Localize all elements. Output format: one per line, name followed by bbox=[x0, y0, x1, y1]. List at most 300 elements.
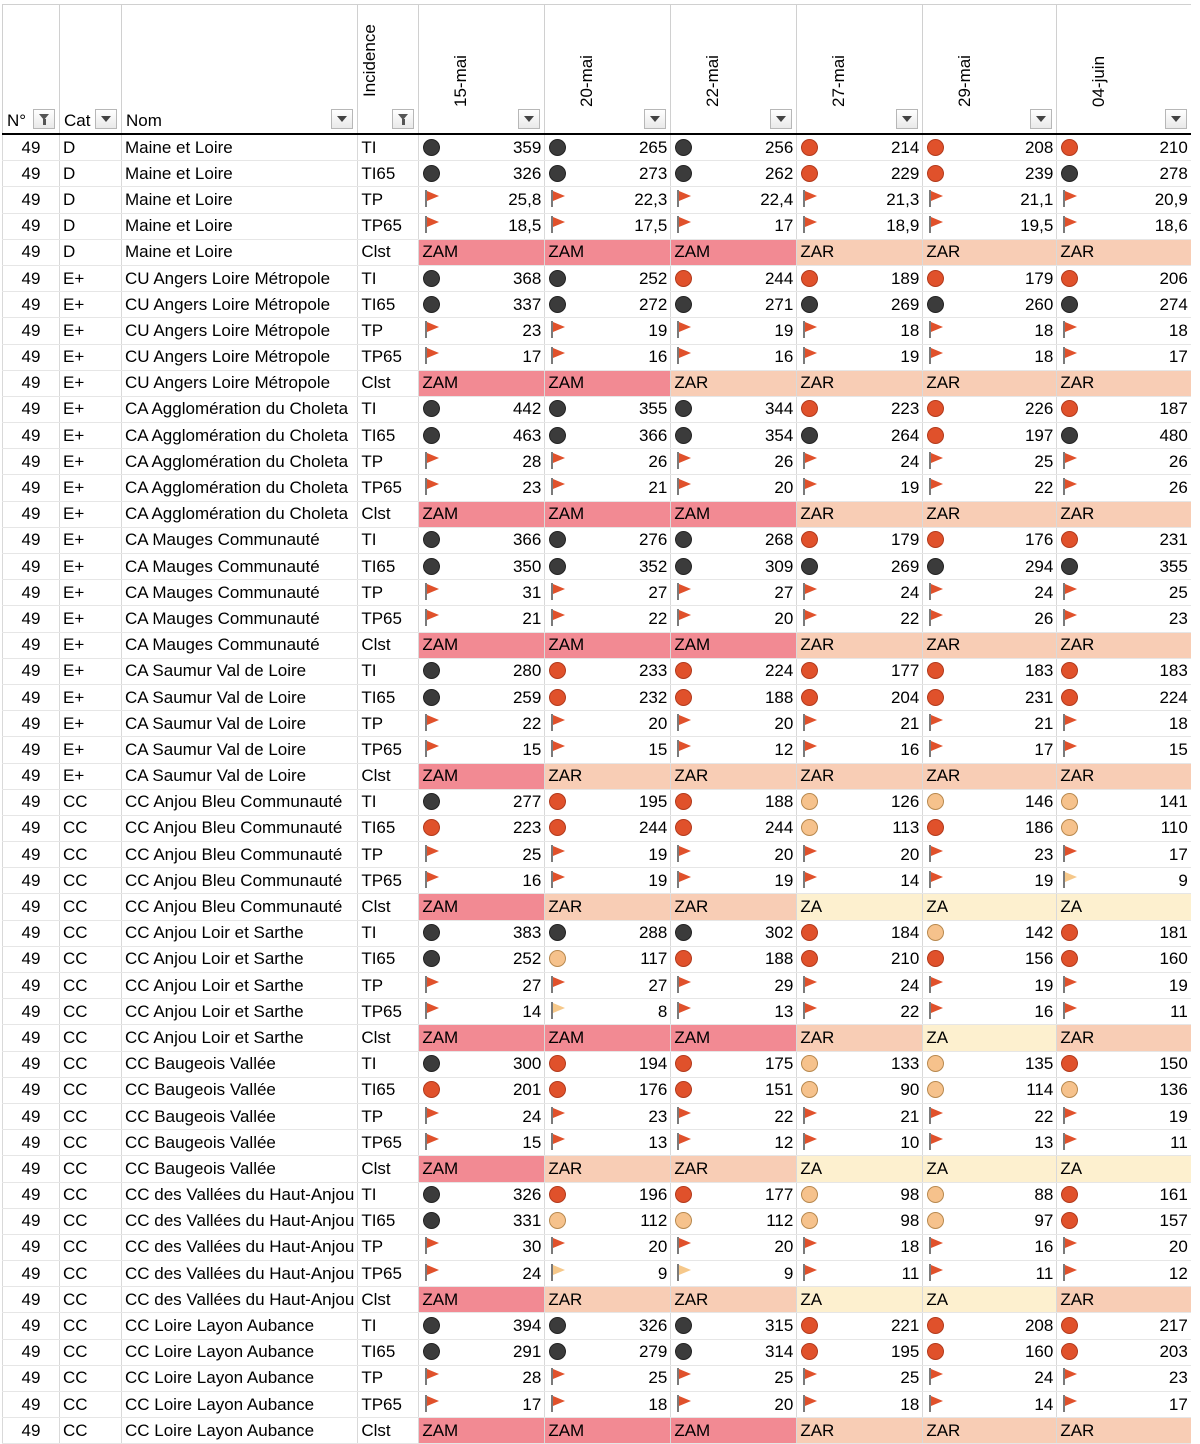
cell-value[interactable] bbox=[797, 527, 923, 553]
cell-nom[interactable]: CC des Vallées du Haut-Anjou bbox=[122, 1287, 358, 1313]
cell-value[interactable] bbox=[419, 475, 545, 501]
table-row[interactable] bbox=[3, 1392, 1191, 1418]
cell-nom[interactable]: CA Agglomération du Choleta bbox=[122, 449, 358, 475]
cell-incidence[interactable]: TI65 bbox=[358, 946, 419, 972]
cell-value[interactable] bbox=[419, 344, 545, 370]
cell-value[interactable] bbox=[1057, 1365, 1191, 1391]
cell-value[interactable] bbox=[923, 1208, 1057, 1234]
cell-cluster[interactable]: ZAM bbox=[419, 1418, 545, 1444]
cell-value[interactable] bbox=[671, 265, 797, 291]
cell-cluster[interactable]: ZAR bbox=[1057, 1025, 1191, 1051]
cell-value[interactable] bbox=[671, 1130, 797, 1156]
cell-incidence[interactable]: Clst bbox=[358, 894, 419, 920]
cell-nom[interactable]: CC Anjou Loir et Sarthe bbox=[122, 946, 358, 972]
cell-value[interactable] bbox=[671, 789, 797, 815]
cell-incidence[interactable]: TP bbox=[358, 1103, 419, 1129]
cell-value[interactable] bbox=[671, 1051, 797, 1077]
cell-nom[interactable]: CU Angers Loire Métropole bbox=[122, 344, 358, 370]
cell-nom[interactable]: CC des Vallées du Haut-Anjou bbox=[122, 1261, 358, 1287]
cell-value[interactable] bbox=[1057, 449, 1191, 475]
cell-incidence[interactable]: TI bbox=[358, 527, 419, 553]
cell-value[interactable] bbox=[545, 737, 671, 763]
cell-n[interactable]: 49 bbox=[3, 946, 60, 972]
cell-value[interactable] bbox=[923, 946, 1057, 972]
cell-cluster[interactable]: ZA bbox=[1057, 894, 1191, 920]
cell-cluster[interactable]: ZAR bbox=[545, 763, 671, 789]
dropdown-arrow-icon[interactable] bbox=[770, 109, 792, 129]
cell-n[interactable]: 49 bbox=[3, 187, 60, 213]
cell-value[interactable] bbox=[419, 134, 545, 161]
cell-value[interactable] bbox=[671, 658, 797, 684]
cell-value[interactable] bbox=[1057, 1130, 1191, 1156]
cell-value[interactable] bbox=[1057, 1208, 1191, 1234]
cell-cat[interactable]: CC bbox=[60, 946, 122, 972]
cell-value[interactable] bbox=[1057, 737, 1191, 763]
cell-value[interactable] bbox=[797, 1234, 923, 1260]
cell-value[interactable] bbox=[545, 789, 671, 815]
cell-cat[interactable]: CC bbox=[60, 1339, 122, 1365]
cell-cluster[interactable]: ZAR bbox=[1057, 1418, 1191, 1444]
cell-cluster[interactable]: ZAM bbox=[671, 632, 797, 658]
cell-value[interactable] bbox=[545, 423, 671, 449]
cell-cluster[interactable]: ZAR bbox=[1057, 632, 1191, 658]
cell-value[interactable] bbox=[923, 1182, 1057, 1208]
cell-value[interactable] bbox=[1057, 684, 1191, 710]
cell-cluster[interactable]: ZAM bbox=[419, 501, 545, 527]
cell-cluster[interactable]: ZAR bbox=[797, 1025, 923, 1051]
cell-value[interactable] bbox=[923, 1130, 1057, 1156]
cell-value[interactable] bbox=[671, 187, 797, 213]
cell-value[interactable] bbox=[419, 554, 545, 580]
cell-incidence[interactable]: Clst bbox=[358, 1156, 419, 1182]
cell-value[interactable] bbox=[419, 1339, 545, 1365]
table-row[interactable] bbox=[3, 815, 1191, 841]
cell-value[interactable] bbox=[797, 1182, 923, 1208]
cell-value[interactable] bbox=[797, 1313, 923, 1339]
cell-n[interactable]: 49 bbox=[3, 842, 60, 868]
cell-nom[interactable]: CC Loire Layon Aubance bbox=[122, 1392, 358, 1418]
cell-value[interactable] bbox=[545, 815, 671, 841]
cell-n[interactable]: 49 bbox=[3, 1392, 60, 1418]
cell-value[interactable] bbox=[1057, 527, 1191, 553]
cell-n[interactable]: 49 bbox=[3, 527, 60, 553]
cell-cluster[interactable]: ZAM bbox=[419, 632, 545, 658]
cell-incidence[interactable]: TI bbox=[358, 265, 419, 291]
table-row[interactable] bbox=[3, 737, 1191, 763]
cell-n[interactable]: 49 bbox=[3, 815, 60, 841]
cell-n[interactable]: 49 bbox=[3, 973, 60, 999]
cell-n[interactable]: 49 bbox=[3, 1208, 60, 1234]
cell-n[interactable]: 49 bbox=[3, 213, 60, 239]
cell-n[interactable]: 49 bbox=[3, 1103, 60, 1129]
cell-cluster[interactable]: ZAR bbox=[1057, 763, 1191, 789]
cell-value[interactable] bbox=[545, 134, 671, 161]
cell-value[interactable] bbox=[797, 161, 923, 187]
cell-value[interactable] bbox=[923, 1051, 1057, 1077]
cell-nom[interactable]: CC Loire Layon Aubance bbox=[122, 1313, 358, 1339]
cell-value[interactable] bbox=[797, 1339, 923, 1365]
cell-value[interactable] bbox=[923, 789, 1057, 815]
cell-cluster[interactable]: ZAR bbox=[545, 1156, 671, 1182]
cell-value[interactable] bbox=[419, 1182, 545, 1208]
cell-incidence[interactable]: TI65 bbox=[358, 1208, 419, 1234]
cell-cluster[interactable]: ZAR bbox=[1057, 501, 1191, 527]
cell-n[interactable]: 49 bbox=[3, 475, 60, 501]
cell-cat[interactable]: E+ bbox=[60, 527, 122, 553]
cell-value[interactable] bbox=[671, 527, 797, 553]
cell-value[interactable] bbox=[545, 684, 671, 710]
cell-cluster[interactable]: ZAM bbox=[671, 1418, 797, 1444]
cell-cluster[interactable]: ZAR bbox=[923, 763, 1057, 789]
cell-cluster[interactable]: ZA bbox=[923, 1287, 1057, 1313]
cell-incidence[interactable]: TP bbox=[358, 1365, 419, 1391]
cell-cluster[interactable]: ZAR bbox=[923, 1418, 1057, 1444]
cell-value[interactable] bbox=[923, 711, 1057, 737]
cell-value[interactable] bbox=[671, 1313, 797, 1339]
cell-value[interactable] bbox=[671, 606, 797, 632]
table-row[interactable] bbox=[3, 1339, 1191, 1365]
filter-active-icon[interactable] bbox=[33, 109, 55, 129]
cell-value[interactable] bbox=[545, 999, 671, 1025]
cell-value[interactable] bbox=[797, 658, 923, 684]
cell-cluster[interactable]: ZAM bbox=[545, 632, 671, 658]
dropdown-arrow-icon[interactable] bbox=[95, 109, 117, 129]
cell-cat[interactable]: E+ bbox=[60, 318, 122, 344]
cell-value[interactable] bbox=[1057, 1261, 1191, 1287]
cell-nom[interactable]: CA Mauges Communauté bbox=[122, 527, 358, 553]
cell-value[interactable] bbox=[419, 318, 545, 344]
cell-cat[interactable]: CC bbox=[60, 1156, 122, 1182]
cell-incidence[interactable]: TP65 bbox=[358, 606, 419, 632]
cell-value[interactable] bbox=[1057, 213, 1191, 239]
cell-value[interactable] bbox=[419, 842, 545, 868]
cell-value[interactable] bbox=[419, 1234, 545, 1260]
cell-cluster[interactable]: ZAM bbox=[545, 239, 671, 265]
cell-value[interactable] bbox=[797, 396, 923, 422]
cell-n[interactable]: 49 bbox=[3, 1130, 60, 1156]
cell-cluster[interactable]: ZAR bbox=[797, 501, 923, 527]
cell-cluster[interactable]: ZAR bbox=[1057, 239, 1191, 265]
cell-value[interactable] bbox=[419, 187, 545, 213]
cell-value[interactable] bbox=[1057, 1234, 1191, 1260]
cell-cat[interactable]: E+ bbox=[60, 423, 122, 449]
cell-cluster[interactable]: ZA bbox=[923, 1025, 1057, 1051]
cell-value[interactable] bbox=[923, 1261, 1057, 1287]
cell-value[interactable] bbox=[923, 213, 1057, 239]
cell-value[interactable] bbox=[671, 1077, 797, 1103]
cell-cat[interactable]: E+ bbox=[60, 344, 122, 370]
cell-nom[interactable]: CC Anjou Bleu Communauté bbox=[122, 842, 358, 868]
cell-value[interactable] bbox=[419, 920, 545, 946]
table-row[interactable] bbox=[3, 1051, 1191, 1077]
cell-value[interactable] bbox=[923, 187, 1057, 213]
cell-cat[interactable]: CC bbox=[60, 1182, 122, 1208]
cell-cluster[interactable]: ZAR bbox=[923, 239, 1057, 265]
cell-value[interactable] bbox=[797, 842, 923, 868]
cell-value[interactable] bbox=[797, 1208, 923, 1234]
cell-cat[interactable]: E+ bbox=[60, 449, 122, 475]
cell-cluster[interactable]: ZAR bbox=[1057, 370, 1191, 396]
cell-nom[interactable]: CC Anjou Loir et Sarthe bbox=[122, 999, 358, 1025]
cell-value[interactable] bbox=[923, 1077, 1057, 1103]
cell-cat[interactable]: CC bbox=[60, 973, 122, 999]
cell-value[interactable] bbox=[545, 187, 671, 213]
table-row[interactable] bbox=[3, 187, 1191, 213]
cell-value[interactable] bbox=[419, 161, 545, 187]
cell-value[interactable] bbox=[797, 1261, 923, 1287]
cell-cat[interactable]: CC bbox=[60, 1103, 122, 1129]
cell-value[interactable] bbox=[923, 842, 1057, 868]
cell-nom[interactable]: CC des Vallées du Haut-Anjou bbox=[122, 1234, 358, 1260]
cell-cluster[interactable]: ZA bbox=[923, 1156, 1057, 1182]
cell-value[interactable] bbox=[1057, 920, 1191, 946]
cell-cluster[interactable]: ZAR bbox=[545, 894, 671, 920]
cell-incidence[interactable]: TP65 bbox=[358, 1130, 419, 1156]
cell-value[interactable] bbox=[797, 1365, 923, 1391]
cell-n[interactable]: 49 bbox=[3, 265, 60, 291]
cell-value[interactable] bbox=[797, 1392, 923, 1418]
cell-value[interactable] bbox=[923, 606, 1057, 632]
cell-incidence[interactable]: TP65 bbox=[358, 737, 419, 763]
cell-incidence[interactable]: TI65 bbox=[358, 1339, 419, 1365]
cell-value[interactable] bbox=[419, 1077, 545, 1103]
cell-value[interactable] bbox=[419, 1051, 545, 1077]
cell-incidence[interactable]: TP bbox=[358, 973, 419, 999]
table-row[interactable] bbox=[3, 842, 1191, 868]
cell-value[interactable] bbox=[545, 580, 671, 606]
cell-value[interactable] bbox=[671, 815, 797, 841]
cell-cat[interactable]: CC bbox=[60, 842, 122, 868]
cell-value[interactable] bbox=[419, 265, 545, 291]
cell-value[interactable] bbox=[923, 396, 1057, 422]
table-row[interactable] bbox=[3, 1261, 1191, 1287]
cell-nom[interactable]: CU Angers Loire Métropole bbox=[122, 292, 358, 318]
cell-value[interactable] bbox=[923, 475, 1057, 501]
cell-nom[interactable]: Maine et Loire bbox=[122, 239, 358, 265]
cell-value[interactable] bbox=[797, 789, 923, 815]
table-row[interactable] bbox=[3, 161, 1191, 187]
table-row[interactable] bbox=[3, 239, 1191, 265]
cell-nom[interactable]: CC Loire Layon Aubance bbox=[122, 1418, 358, 1444]
cell-value[interactable] bbox=[545, 1313, 671, 1339]
cell-nom[interactable]: CA Mauges Communauté bbox=[122, 580, 358, 606]
cell-n[interactable]: 49 bbox=[3, 580, 60, 606]
cell-value[interactable] bbox=[671, 475, 797, 501]
cell-incidence[interactable]: TP65 bbox=[358, 344, 419, 370]
cell-cluster[interactable]: ZAM bbox=[419, 763, 545, 789]
cell-cluster[interactable]: ZAR bbox=[671, 1287, 797, 1313]
cell-value[interactable] bbox=[671, 1182, 797, 1208]
cell-cat[interactable]: CC bbox=[60, 1208, 122, 1234]
cell-value[interactable] bbox=[797, 973, 923, 999]
cell-value[interactable] bbox=[1057, 842, 1191, 868]
cell-value[interactable] bbox=[797, 554, 923, 580]
table-row[interactable] bbox=[3, 501, 1191, 527]
table-row[interactable] bbox=[3, 606, 1191, 632]
cell-value[interactable] bbox=[923, 658, 1057, 684]
cell-cat[interactable]: CC bbox=[60, 789, 122, 815]
cell-incidence[interactable]: Clst bbox=[358, 239, 419, 265]
cell-n[interactable]: 49 bbox=[3, 318, 60, 344]
cell-value[interactable] bbox=[797, 606, 923, 632]
cell-incidence[interactable]: TI65 bbox=[358, 161, 419, 187]
cell-cluster[interactable]: ZAM bbox=[545, 1418, 671, 1444]
cell-cluster[interactable]: ZAR bbox=[671, 763, 797, 789]
cell-value[interactable] bbox=[1057, 265, 1191, 291]
cell-cluster[interactable]: ZAR bbox=[671, 894, 797, 920]
cell-n[interactable]: 49 bbox=[3, 737, 60, 763]
cell-value[interactable] bbox=[1057, 580, 1191, 606]
cell-n[interactable]: 49 bbox=[3, 161, 60, 187]
cell-nom[interactable]: CC Anjou Bleu Communauté bbox=[122, 894, 358, 920]
cell-cat[interactable]: CC bbox=[60, 1077, 122, 1103]
cell-cat[interactable]: D bbox=[60, 187, 122, 213]
cell-value[interactable] bbox=[671, 161, 797, 187]
filter-active-icon[interactable] bbox=[392, 109, 414, 129]
cell-incidence[interactable]: TP65 bbox=[358, 213, 419, 239]
cell-n[interactable]: 49 bbox=[3, 1365, 60, 1391]
cell-value[interactable] bbox=[545, 265, 671, 291]
table-row[interactable] bbox=[3, 1208, 1191, 1234]
cell-value[interactable] bbox=[1057, 318, 1191, 344]
table-row[interactable] bbox=[3, 580, 1191, 606]
cell-incidence[interactable]: TP65 bbox=[358, 999, 419, 1025]
cell-value[interactable] bbox=[797, 1130, 923, 1156]
cell-value[interactable] bbox=[545, 606, 671, 632]
cell-cat[interactable]: E+ bbox=[60, 475, 122, 501]
cell-value[interactable] bbox=[923, 449, 1057, 475]
cell-value[interactable] bbox=[545, 1103, 671, 1129]
table-row[interactable] bbox=[3, 318, 1191, 344]
cell-incidence[interactable]: TP bbox=[358, 580, 419, 606]
cell-value[interactable] bbox=[545, 396, 671, 422]
cell-n[interactable]: 49 bbox=[3, 711, 60, 737]
cell-value[interactable] bbox=[1057, 344, 1191, 370]
table-row[interactable] bbox=[3, 1287, 1191, 1313]
cell-value[interactable] bbox=[797, 684, 923, 710]
cell-incidence[interactable]: Clst bbox=[358, 1418, 419, 1444]
cell-value[interactable] bbox=[797, 134, 923, 161]
cell-nom[interactable]: CC Anjou Loir et Sarthe bbox=[122, 973, 358, 999]
cell-value[interactable] bbox=[1057, 658, 1191, 684]
cell-cat[interactable]: E+ bbox=[60, 370, 122, 396]
cell-value[interactable] bbox=[923, 1339, 1057, 1365]
cell-n[interactable]: 49 bbox=[3, 1261, 60, 1287]
table-row[interactable] bbox=[3, 868, 1191, 894]
table-row[interactable] bbox=[3, 920, 1191, 946]
cell-cat[interactable]: CC bbox=[60, 1365, 122, 1391]
cell-incidence[interactable]: TP bbox=[358, 187, 419, 213]
cell-cat[interactable]: CC bbox=[60, 1392, 122, 1418]
cell-n[interactable]: 49 bbox=[3, 789, 60, 815]
cell-value[interactable] bbox=[671, 1234, 797, 1260]
cell-value[interactable] bbox=[1057, 396, 1191, 422]
cell-incidence[interactable]: TP65 bbox=[358, 1261, 419, 1287]
table-row[interactable] bbox=[3, 423, 1191, 449]
cell-incidence[interactable]: TI65 bbox=[358, 684, 419, 710]
cell-cat[interactable]: D bbox=[60, 161, 122, 187]
cell-value[interactable] bbox=[671, 1208, 797, 1234]
cell-n[interactable]: 49 bbox=[3, 134, 60, 161]
cell-nom[interactable]: CC Anjou Bleu Communauté bbox=[122, 789, 358, 815]
cell-value[interactable] bbox=[1057, 423, 1191, 449]
cell-n[interactable]: 49 bbox=[3, 920, 60, 946]
cell-incidence[interactable]: TI bbox=[358, 1182, 419, 1208]
cell-value[interactable] bbox=[419, 396, 545, 422]
cell-incidence[interactable]: TP65 bbox=[358, 868, 419, 894]
cell-value[interactable] bbox=[545, 1130, 671, 1156]
cell-cat[interactable]: E+ bbox=[60, 606, 122, 632]
cell-n[interactable]: 49 bbox=[3, 501, 60, 527]
cell-incidence[interactable]: TI bbox=[358, 658, 419, 684]
cell-value[interactable] bbox=[545, 868, 671, 894]
cell-value[interactable] bbox=[797, 868, 923, 894]
cell-cluster[interactable]: ZAR bbox=[797, 1418, 923, 1444]
cell-cluster[interactable]: ZAM bbox=[671, 501, 797, 527]
cell-value[interactable] bbox=[1057, 1077, 1191, 1103]
table-row[interactable] bbox=[3, 1077, 1191, 1103]
cell-cluster[interactable]: ZA bbox=[1057, 1156, 1191, 1182]
cell-value[interactable] bbox=[545, 527, 671, 553]
cell-cat[interactable]: E+ bbox=[60, 580, 122, 606]
cell-value[interactable] bbox=[797, 318, 923, 344]
cell-cat[interactable]: CC bbox=[60, 1234, 122, 1260]
cell-value[interactable] bbox=[671, 449, 797, 475]
cell-value[interactable] bbox=[923, 318, 1057, 344]
cell-value[interactable] bbox=[419, 684, 545, 710]
cell-value[interactable] bbox=[671, 1261, 797, 1287]
cell-value[interactable] bbox=[923, 1365, 1057, 1391]
cell-cat[interactable]: CC bbox=[60, 868, 122, 894]
cell-nom[interactable]: CC Anjou Loir et Sarthe bbox=[122, 1025, 358, 1051]
cell-value[interactable] bbox=[797, 423, 923, 449]
cell-value[interactable] bbox=[419, 815, 545, 841]
cell-n[interactable]: 49 bbox=[3, 1051, 60, 1077]
cell-n[interactable]: 49 bbox=[3, 449, 60, 475]
cell-value[interactable] bbox=[545, 554, 671, 580]
cell-nom[interactable]: Maine et Loire bbox=[122, 161, 358, 187]
cell-n[interactable]: 49 bbox=[3, 1313, 60, 1339]
cell-value[interactable] bbox=[419, 213, 545, 239]
cell-value[interactable] bbox=[545, 1051, 671, 1077]
cell-value[interactable] bbox=[671, 396, 797, 422]
cell-cluster[interactable]: ZA bbox=[797, 1287, 923, 1313]
table-row[interactable] bbox=[3, 449, 1191, 475]
cell-value[interactable] bbox=[671, 842, 797, 868]
cell-value[interactable] bbox=[923, 999, 1057, 1025]
cell-value[interactable] bbox=[1057, 554, 1191, 580]
cell-value[interactable] bbox=[1057, 187, 1191, 213]
cell-value[interactable] bbox=[923, 868, 1057, 894]
cell-incidence[interactable]: TI65 bbox=[358, 423, 419, 449]
cell-value[interactable] bbox=[419, 999, 545, 1025]
cell-value[interactable] bbox=[671, 868, 797, 894]
cell-nom[interactable]: CC des Vallées du Haut-Anjou bbox=[122, 1208, 358, 1234]
cell-cat[interactable]: D bbox=[60, 213, 122, 239]
cell-value[interactable] bbox=[671, 920, 797, 946]
cell-cat[interactable]: E+ bbox=[60, 554, 122, 580]
cell-cluster[interactable]: ZAR bbox=[797, 239, 923, 265]
cell-value[interactable] bbox=[923, 920, 1057, 946]
cell-cluster[interactable]: ZAM bbox=[419, 894, 545, 920]
cell-value[interactable] bbox=[1057, 1392, 1191, 1418]
cell-n[interactable]: 49 bbox=[3, 1182, 60, 1208]
cell-cluster[interactable]: ZAR bbox=[671, 370, 797, 396]
cell-n[interactable]: 49 bbox=[3, 868, 60, 894]
cell-incidence[interactable]: TI65 bbox=[358, 815, 419, 841]
cell-cluster[interactable]: ZAR bbox=[923, 632, 1057, 658]
cell-value[interactable] bbox=[1057, 1051, 1191, 1077]
